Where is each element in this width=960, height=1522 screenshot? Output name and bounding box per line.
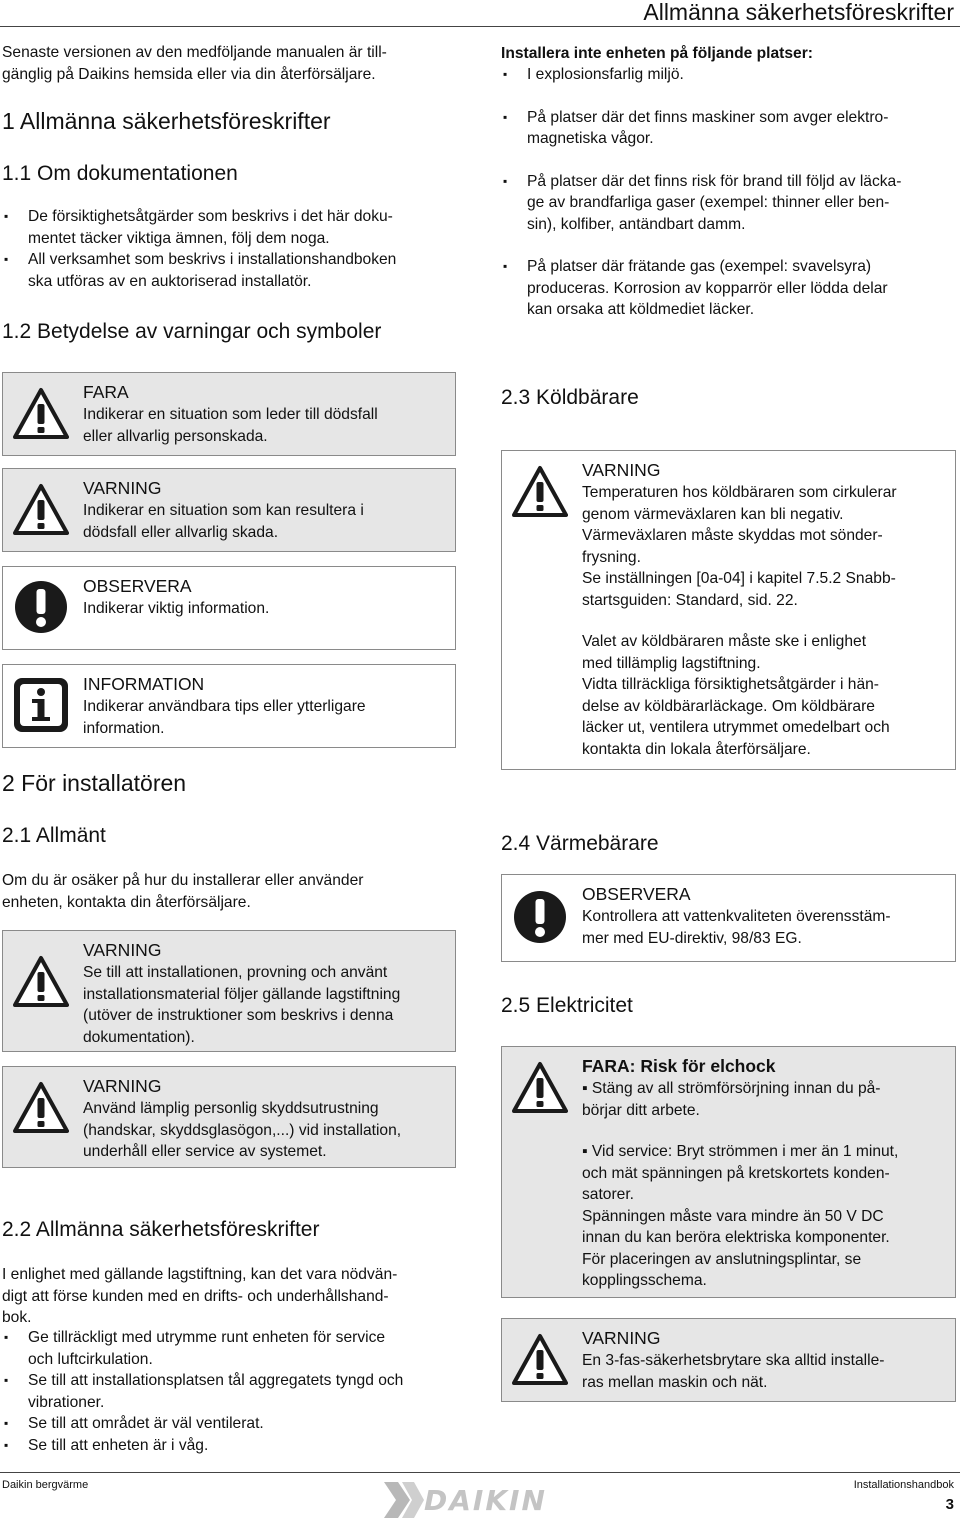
list-item: ▪ På platser där frätande gas (exempel: svavelsyra) produceras. Korrosion av kopparrör eller lödda delar kan orsaka att köldmediet läcker. xyxy=(501,256,956,321)
section-2-4-title: 2.4 Värmebärare xyxy=(501,832,659,855)
callout-body: Indikerar viktig information. xyxy=(83,600,270,617)
intro-text: Senaste versionen av den medföljande manualen är till- gänglig på Daikins hemsida eller via din återförsäljare. xyxy=(2,44,387,83)
callout-body: Se till att installationen, provning och använt installationsmaterial följer gällande lagstiftning (utöver de instruktioner som beskrivs i denna dokumentation). xyxy=(83,964,401,1046)
callout-body: ▪ Stäng av all strömförsörjning innan du på- börjar ditt arbete. xyxy=(582,1080,881,1119)
section-1-1-title: 1.1 Om dokumentationen xyxy=(2,162,238,185)
koldbarare-varning-callout xyxy=(501,450,956,770)
section-2-2-text: I enlighet med gällande lagstiftning, kan det vara nödvän- digt att förse kunden med en drifts- och underhållshand- bok. xyxy=(2,1266,398,1326)
section-2-2-list xyxy=(2,1327,472,1456)
information-callout xyxy=(2,664,456,748)
section-1-2-title: 1.2 Betydelse av varningar och symboler xyxy=(2,320,382,343)
varning-callout xyxy=(2,468,456,552)
daikin-logo-text: DAIKIN xyxy=(424,1484,547,1517)
section-2-2-title: 2.2 Allmänna säkerhetsföreskrifter xyxy=(2,1218,320,1241)
section-2-title: 2 För installatören xyxy=(2,770,187,796)
skyddsutrustning-varning-callout xyxy=(2,1066,456,1168)
placement-list xyxy=(501,64,956,342)
footer-left-text: Daikin bergvärme xyxy=(2,1479,89,1491)
callout-title: VARNING xyxy=(582,1328,661,1348)
warning-triangle-icon xyxy=(13,1081,69,1137)
section-2-3-title: 2.3 Köldbärare xyxy=(501,386,639,409)
exclamation-circle-icon xyxy=(13,579,69,635)
warning-triangle-icon xyxy=(512,465,568,521)
daikin-logo xyxy=(384,1482,574,1518)
exclamation-circle-icon xyxy=(512,889,568,945)
fara-callout xyxy=(2,372,456,456)
section-2-5-title: 2.5 Elektricitet xyxy=(501,994,633,1017)
list-item: ▪ På platser där det finns maskiner som avger elektro- magnetiska vågor. xyxy=(501,107,956,150)
sakerhetsbrytare-varning-callout xyxy=(501,1318,956,1402)
installation-varning-callout xyxy=(2,930,456,1052)
warning-triangle-icon xyxy=(512,1061,568,1117)
section-2-1-text: Om du är osäker på hur du installerar eller använder enheten, kontakta din återförsäljare. xyxy=(2,872,364,911)
section-1-1-list xyxy=(2,206,472,292)
callout-title: INFORMATION xyxy=(83,674,205,694)
warning-triangle-icon xyxy=(13,483,69,539)
callout-title: VARNING xyxy=(83,940,162,960)
callout-title: OBSERVERA xyxy=(582,884,691,904)
callout-body: Indikerar en situation som kan resultera i dödsfall eller allvarlig skada. xyxy=(83,502,364,541)
page-number: 3 xyxy=(945,1496,954,1513)
running-title: Allmänna säkerhetsföreskrifter xyxy=(643,0,954,25)
list-item: ▪ All verksamhet som beskrivs i installationshandboken ska utföras av en auktoriserad installatör. xyxy=(2,249,472,292)
list-item: ▪ Se till att området är väl ventilerat. xyxy=(2,1413,472,1435)
callout-body: Kontrollera att vattenkvaliteten överensstäm- mer med EU-direktiv, 98/83 EG. xyxy=(582,908,891,947)
callout-title: VARNING xyxy=(83,1076,162,1096)
section-2-1-title: 2.1 Allmänt xyxy=(2,824,106,847)
warning-triangle-icon xyxy=(512,1333,568,1389)
header-rule xyxy=(0,26,960,27)
callout-title: FARA xyxy=(83,382,129,402)
callout-body: En 3-fas-säkerhetsbrytare ska alltid installe- ras mellan maskin och nät. xyxy=(582,1352,885,1391)
callout-body: Indikerar användbara tips eller ytterligare information. xyxy=(83,698,366,737)
callout-body: Indikerar en situation som leder till dödsfall eller allvarlig personskada. xyxy=(83,406,378,445)
callout-body: Temperaturen hos köldbäraren som cirkulerar genom värmeväxlaren kan bli negativ. Värmeväxlaren måste skyddas mot sönder- frysning. Se inställningen [0a-04] i kapitel 7.5.2 Snabb- startsguiden: Standard, sid. 22. xyxy=(582,484,897,609)
list-item: ▪ I explosionsfarlig miljö. xyxy=(501,64,956,86)
list-item: ▪ Ge tillräckligt med utrymme runt enheten för service och luftcirkulation. xyxy=(2,1327,472,1370)
footer-rule xyxy=(0,1472,960,1473)
callout-title: FARA: Risk för elchock xyxy=(582,1056,776,1076)
callout-body: Använd lämplig personlig skyddsutrustning (handskar, skyddsglasögon,...) vid installation, underhåll eller service av systemet. xyxy=(83,1100,402,1160)
callout-body-2: ▪ Vid service: Bryt strömmen i mer än 1 minut, och mät spänningen på kretskortets konden- satorer. Spänningen måste vara mindre än 50 V DC innan du kan beröra elektriska komponenter. För placeringen av anslutningsplintar, se kopplingsschema. xyxy=(582,1143,899,1289)
callout-title: OBSERVERA xyxy=(83,576,192,596)
daikin-logo-mark-icon xyxy=(384,1482,424,1518)
observera-callout xyxy=(2,566,456,650)
callout-body-2: Valet av köldbäraren måste ske i enlighet med tillämplig lagstiftning. Vidta tillräckliga försiktighetsåtgärder i hän- delse av köldbärarläckage. Om köldbärare läcker ut, ventilera utrymmet omedelbart och kontakta din lokala återförsäljare. xyxy=(582,633,890,758)
callout-title: VARNING xyxy=(582,460,661,480)
list-item: ▪ På platser där det finns risk för brand till följd av läcka- ge av brandfarliga gaser (exempel: thinner eller ben- sin), kolfiber, antändbart damm. xyxy=(501,171,956,236)
callout-title: VARNING xyxy=(83,478,162,498)
list-item: ▪ Se till att installationsplatsen tål aggregatets tyngd och vibrationer. xyxy=(2,1370,472,1413)
elchock-fara-callout xyxy=(501,1046,956,1298)
list-item: ▪ Se till att enheten är i våg. xyxy=(2,1435,472,1457)
warning-triangle-icon xyxy=(13,955,69,1011)
varmebarare-observera-callout xyxy=(501,874,956,962)
footer-right-text: Installationshandbok xyxy=(853,1479,954,1491)
section-1-title: 1 Allmänna säkerhetsföreskrifter xyxy=(2,108,331,134)
placement-title: Installera inte enheten på följande platser: xyxy=(501,45,813,62)
list-item: ▪ De försiktighetsåtgärder som beskrivs i det här doku- mentet täcker viktiga ämnen, följ dem noga. xyxy=(2,206,472,249)
info-icon xyxy=(13,677,69,733)
warning-triangle-icon xyxy=(13,387,69,443)
